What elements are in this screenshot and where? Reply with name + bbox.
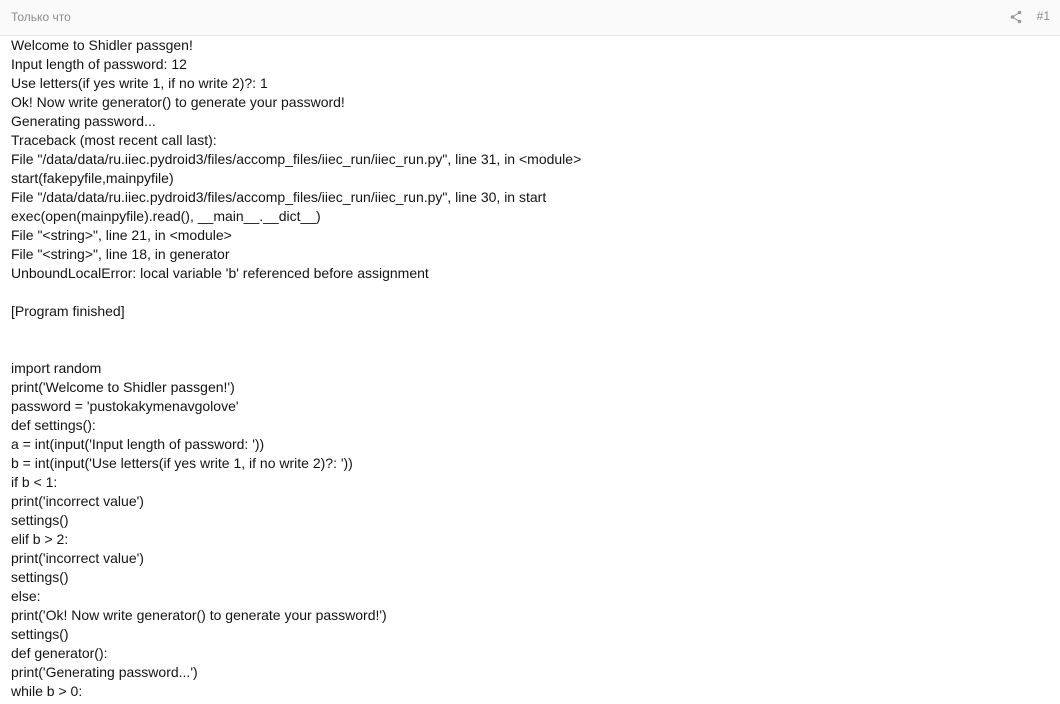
code-line: print('incorrect value') [11,493,144,509]
post-header [0,0,1060,36]
code-line: elif b > 2: [11,531,69,547]
output-line [11,283,1050,302]
post-timestamp[interactable]: Только что [11,10,71,24]
code-line: b = int(input('Use letters(if yes write 1, if no write 2)?: ')) [11,455,353,471]
output-line: Ok! Now write generator() to generate your password! [11,94,345,110]
output-line: exec(open(mainpyfile).read(), __main__.__dict__) [11,208,321,224]
output-line: Input length of password: 12 [11,56,187,72]
code-line: print('Welcome to Shidler passgen!') [11,379,235,395]
output-line: Use letters(if yes write 1, if no write 2)?: 1 [11,75,268,91]
output-line: File "/data/data/ru.iiec.pydroid3/files/accomp_files/iiec_run/iiec_run.py", line 30, in start [11,189,547,205]
code-line: settings() [11,512,69,528]
code-line: while b > 0: [11,683,83,699]
code-line: print('Generating password...') [11,664,198,680]
code-line: a = int(input('Input length of password: ')) [11,436,265,452]
output-line: File "<string>", line 21, in <module> [11,227,232,243]
code-line: settings() [11,569,69,585]
share-icon[interactable] [1010,10,1022,24]
post-number-link[interactable]: #1 [1036,9,1050,23]
code-line: print('incorrect value') [11,550,144,566]
code-line: print('Ok! Now write generator() to generate your password!') [11,607,387,623]
code-line: def settings(): [11,417,96,433]
code-line: password = 'pustokakymenavgolove' [11,398,239,414]
output-line: UnboundLocalError: local variable 'b' referenced before assignment [11,265,429,281]
post-body [11,36,1050,704]
code-line: def generator(): [11,645,108,661]
code-line: settings() [11,626,69,642]
code-line: if b < 1: [11,474,58,490]
post-actions [1010,9,1050,24]
output-line: start(fakepyfile,mainpyfile) [11,170,174,186]
program-output [11,36,1050,321]
output-line: Generating password... [11,113,156,129]
code-line: else: [11,588,41,604]
output-line: [Program finished] [11,303,125,319]
code-line: import random [11,360,102,376]
output-line: File "<string>", line 18, in generator [11,246,230,262]
source-code [11,359,1050,701]
output-line: File "/data/data/ru.iiec.pydroid3/files/accomp_files/iiec_run/iiec_run.py", line 31, in <module> [11,151,582,167]
output-line: Welcome to Shidler passgen! [11,37,193,53]
output-line: Traceback (most recent call last): [11,132,217,148]
